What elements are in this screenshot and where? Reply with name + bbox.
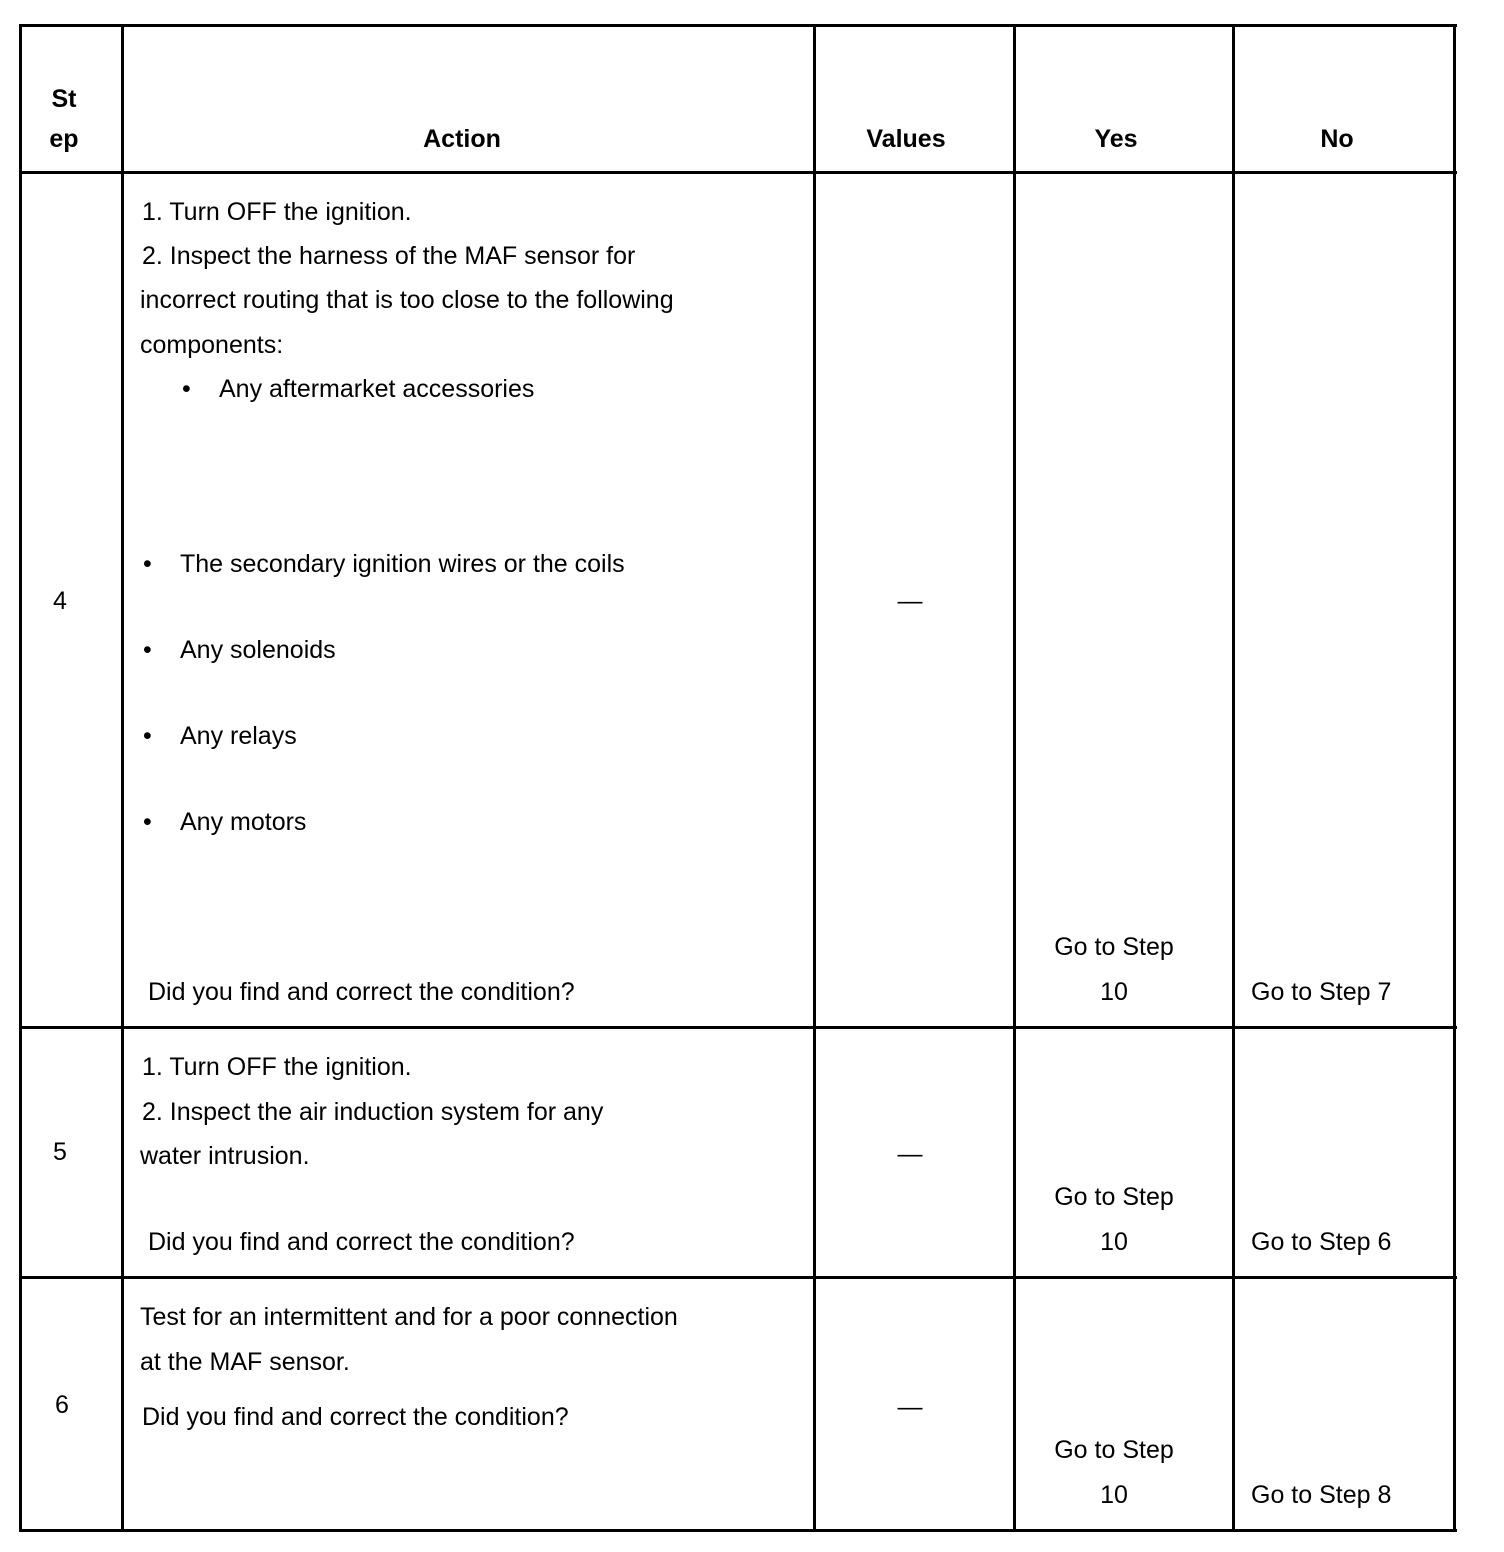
bullet-item: Any relays [180,722,297,750]
table-border-bottom [19,1529,1457,1532]
action-line-1: Test for an intermittent and for a poor connection [140,1303,678,1331]
column-divider [121,24,124,1532]
action-question: Did you find and correct the condition? [142,1403,569,1431]
action-item-2-continued: components: [140,331,284,359]
action-line-2: at the MAF sensor. [140,1348,350,1376]
step-number: 5 [53,1138,67,1166]
action-item-2-continued: water intrusion. [140,1142,310,1170]
yes-cell-line1: Go to Step [1054,1183,1174,1211]
bullet-icon: • [143,550,152,578]
yes-cell-line1: Go to Step [1054,1436,1174,1464]
values-cell: — [897,1140,923,1168]
action-item-2: 2. Inspect the harness of the MAF sensor for [142,242,636,270]
header-step-line1: St [51,85,77,113]
bullet-icon: • [143,808,152,836]
header-action: Action [423,125,501,153]
header-yes: Yes [1094,125,1138,153]
action-question: Did you find and correct the condition? [148,978,575,1006]
action-item-2: 2. Inspect the air induction system for any [142,1098,604,1126]
values-cell: — [897,587,923,615]
bullet-item: The secondary ignition wires or the coils [180,550,625,578]
column-divider [1232,24,1235,1532]
header-values: Values [866,125,946,153]
table-border-right [1453,24,1456,1532]
bullet-item: Any motors [180,808,307,836]
no-cell: Go to Step 6 [1251,1228,1392,1256]
yes-cell-line1: Go to Step [1054,933,1174,961]
bullet-item: Any aftermarket accessories [219,375,535,403]
row-divider [19,1276,1457,1279]
header-no: No [1320,125,1354,153]
action-item-1: 1. Turn OFF the ignition. [142,1053,412,1081]
header-divider [19,171,1457,174]
bullet-icon: • [182,375,191,403]
yes-cell-line2: 10 [1100,1228,1128,1256]
action-item-2-continued: incorrect routing that is too close to the following [140,286,674,314]
action-question: Did you find and correct the condition? [148,1228,575,1256]
no-cell: Go to Step 8 [1251,1481,1392,1509]
bullet-icon: • [143,636,152,664]
header-step-line2: ep [49,125,79,153]
step-number: 6 [55,1391,69,1419]
yes-cell-line2: 10 [1100,1481,1128,1509]
table-border-top [19,24,1457,27]
bullet-icon: • [143,722,152,750]
bullet-item: Any solenoids [180,636,336,664]
step-number: 4 [53,587,67,615]
action-item-1: 1. Turn OFF the ignition. [142,198,412,226]
row-divider [19,1026,1457,1029]
values-cell: — [897,1393,923,1421]
yes-cell-line2: 10 [1100,978,1128,1006]
column-divider [813,24,816,1532]
table-border-left [19,24,22,1532]
column-divider [1013,24,1016,1532]
no-cell: Go to Step 7 [1251,978,1392,1006]
